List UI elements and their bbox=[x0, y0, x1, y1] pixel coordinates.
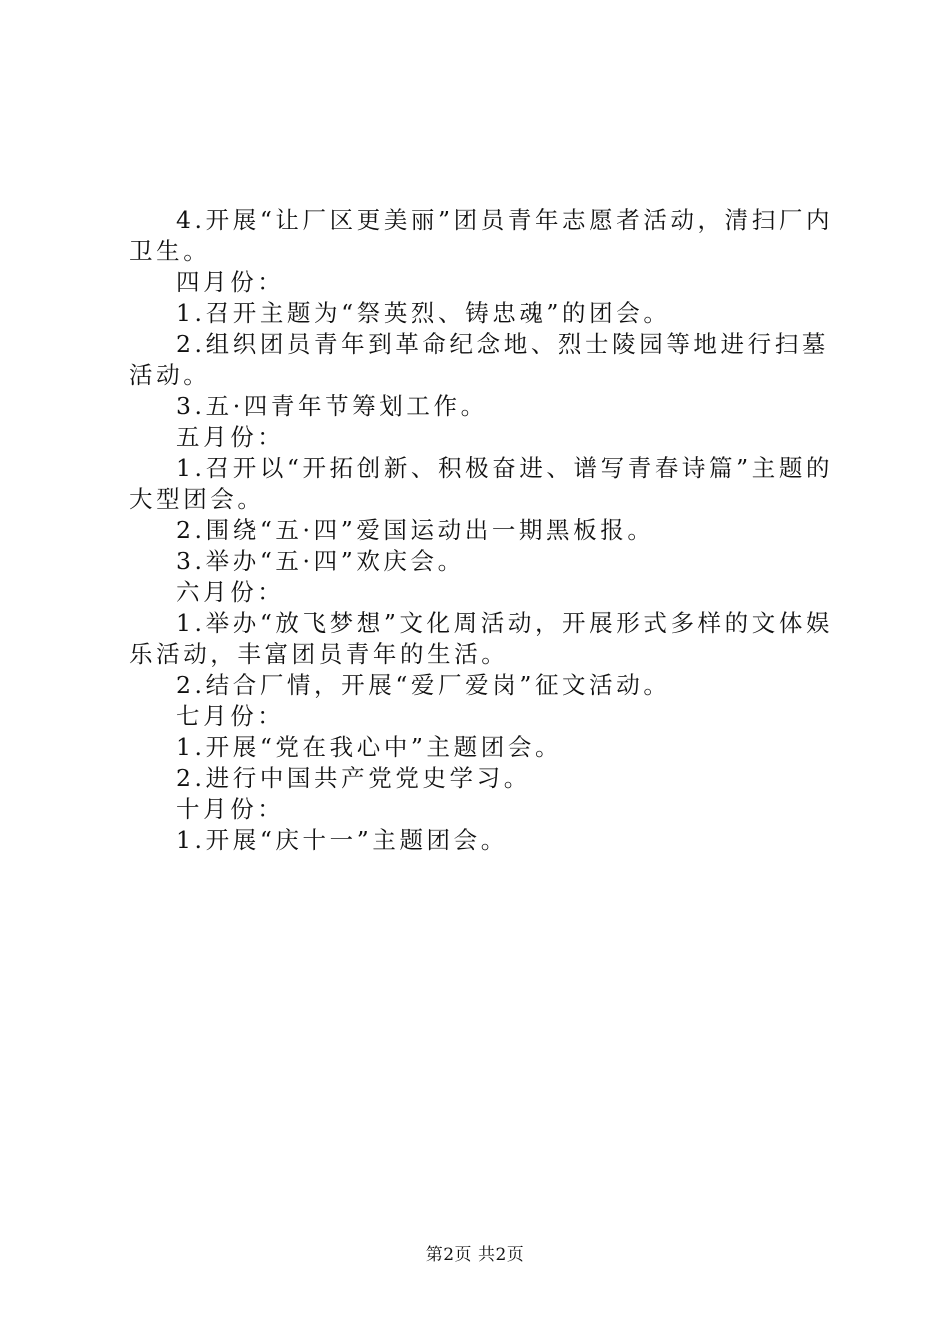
paragraph-item-july-1: 1.开展“党在我心中”主题团会。 bbox=[176, 733, 563, 761]
paragraph-item-april-3: 3.五·四青年节筹划工作。 bbox=[176, 392, 488, 420]
paragraph-item-april-2: 2.组织团员青年到革命纪念地、烈士陵园等地进行扫墓活动。 bbox=[129, 330, 829, 389]
section-heading-july: 七月份： bbox=[176, 702, 285, 730]
section-heading-june: 六月份： bbox=[176, 578, 285, 606]
document-body bbox=[129, 205, 834, 856]
section-heading-may: 五月份： bbox=[176, 423, 285, 451]
paragraph-item-october-1: 1.开展“庆十一”主题团会。 bbox=[176, 826, 508, 854]
paragraph-item-may-1: 1.召开以“开拓创新、积极奋进、谱写青春诗篇”主题的大型团会。 bbox=[129, 454, 834, 513]
section-heading-april: 四月份： bbox=[176, 268, 285, 296]
page-footer: 第2页 共2页 bbox=[425, 1245, 525, 1265]
paragraph-item-april-1: 1.召开主题为“祭英烈、铸忠魂”的团会。 bbox=[176, 299, 671, 327]
paragraph-item-may-2: 2.围绕“五·四”爱国运动出一期黑板报。 bbox=[176, 516, 655, 544]
paragraph-item-june-1: 1.举办“放飞梦想”文化周活动，开展形式多样的文体娱乐活动，丰富团员青年的生活。 bbox=[129, 609, 834, 668]
section-heading-october: 十月份： bbox=[176, 795, 285, 823]
paragraph-item-may-3: 3.举办“五·四”欢庆会。 bbox=[176, 547, 465, 575]
paragraph-item-june-2: 2.结合厂情，开展“爱厂爱岗”征文活动。 bbox=[176, 671, 671, 699]
paragraph-item-1: 4.开展“让厂区更美丽”团员青年志愿者活动，清扫厂内卫生。 bbox=[129, 206, 834, 265]
paragraph-item-july-2: 2.进行中国共产党党史学习。 bbox=[176, 764, 531, 792]
